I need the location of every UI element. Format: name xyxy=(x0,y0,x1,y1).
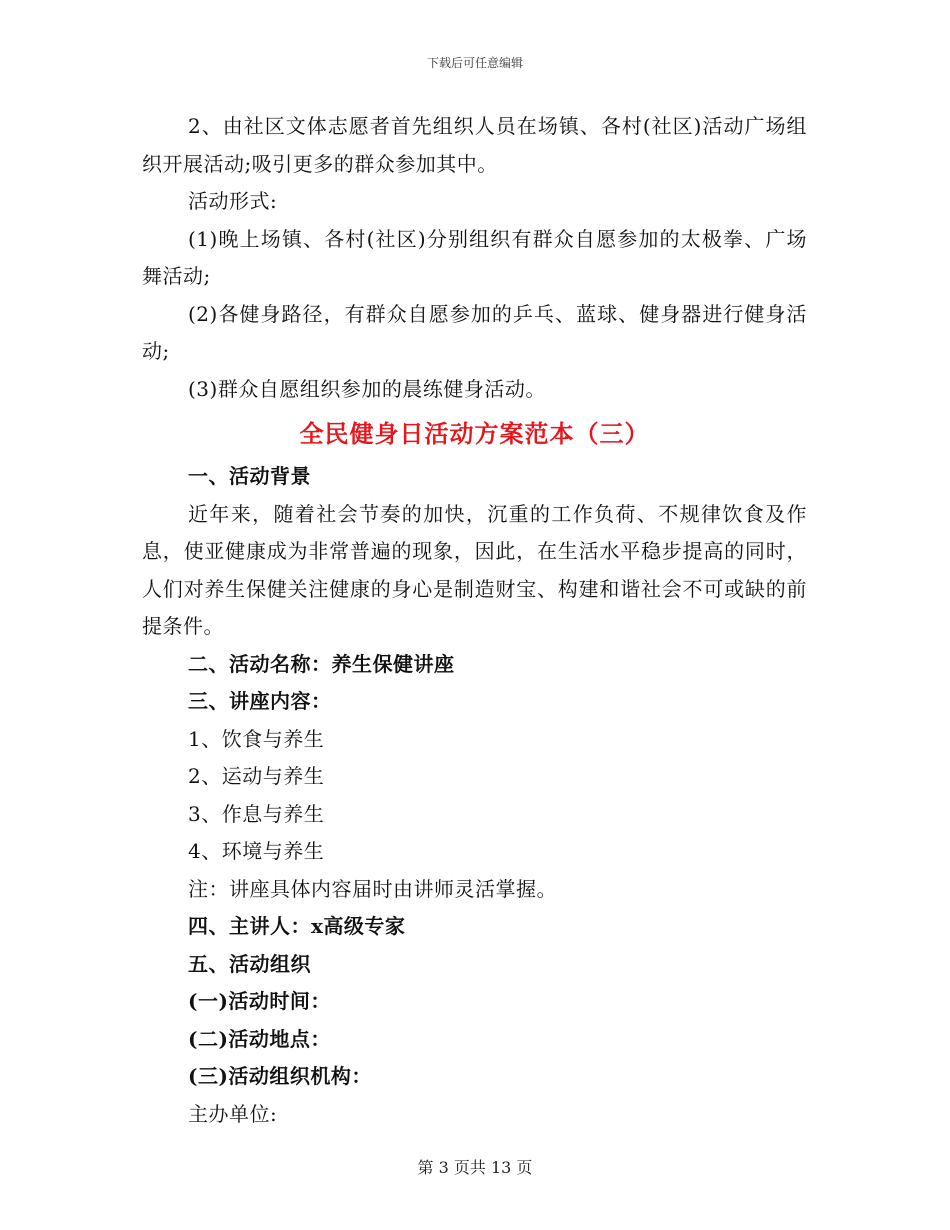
section-title: 全民健身日活动方案范本（三） xyxy=(299,419,650,448)
document-body xyxy=(142,108,807,1133)
list-item: (3)群众自愿组织参加的晨练健身活动。 xyxy=(188,376,546,401)
heading: 四、主讲人：x高级专家 xyxy=(188,914,406,938)
page-header: 下载后可任意编辑 xyxy=(426,56,523,70)
list-item: (1)晚上场镇、各村(社区)分别组织有群众自愿参加的太极拳、广场舞活动; xyxy=(142,226,807,288)
heading: 二、活动名称：养生保健讲座 xyxy=(188,651,455,676)
list-item: 1、饮食与养生 xyxy=(188,726,325,751)
heading: 五、活动组织 xyxy=(188,951,311,976)
list-item: 3、作息与养生 xyxy=(188,801,325,826)
page-footer: 第 3 页共 13 页 xyxy=(417,1158,533,1177)
list-item: 2、运动与养生 xyxy=(188,764,325,788)
subheading: (三)活动组织机构： xyxy=(188,1064,372,1088)
note: 注：讲座具体内容届时由讲师灵活掌握。 xyxy=(188,876,557,901)
paragraph: 主办单位: xyxy=(188,1101,278,1126)
paragraph: 活动形式: xyxy=(188,189,278,213)
heading: 三、讲座内容： xyxy=(188,689,332,713)
subheading: (二)活动地点： xyxy=(188,1026,331,1051)
heading: 一、活动背景 xyxy=(188,464,311,488)
list-item: 4、环境与养生 xyxy=(188,839,325,863)
paragraph: 近年来，随着社会节奏的加快，沉重的工作负荷、不规律饮食及作息，使亚健康成为非常普遍的现象，因此，在生活水平稳步提高的同时，人们对养生保健关注健康的身心是制造财宝、构建和谐社会不可或缺的前提条件。 xyxy=(142,501,807,638)
subheading: (一)活动时间： xyxy=(188,989,331,1013)
list-item: (2)各健身路径，有群众自愿参加的乒乓、蓝球、健身器进行健身活动; xyxy=(142,301,807,363)
paragraph: 2、由社区文体志愿者首先组织人员在场镇、各村(社区)活动广场组织开展活动;吸引更多的群众参加其中。 xyxy=(142,114,807,176)
